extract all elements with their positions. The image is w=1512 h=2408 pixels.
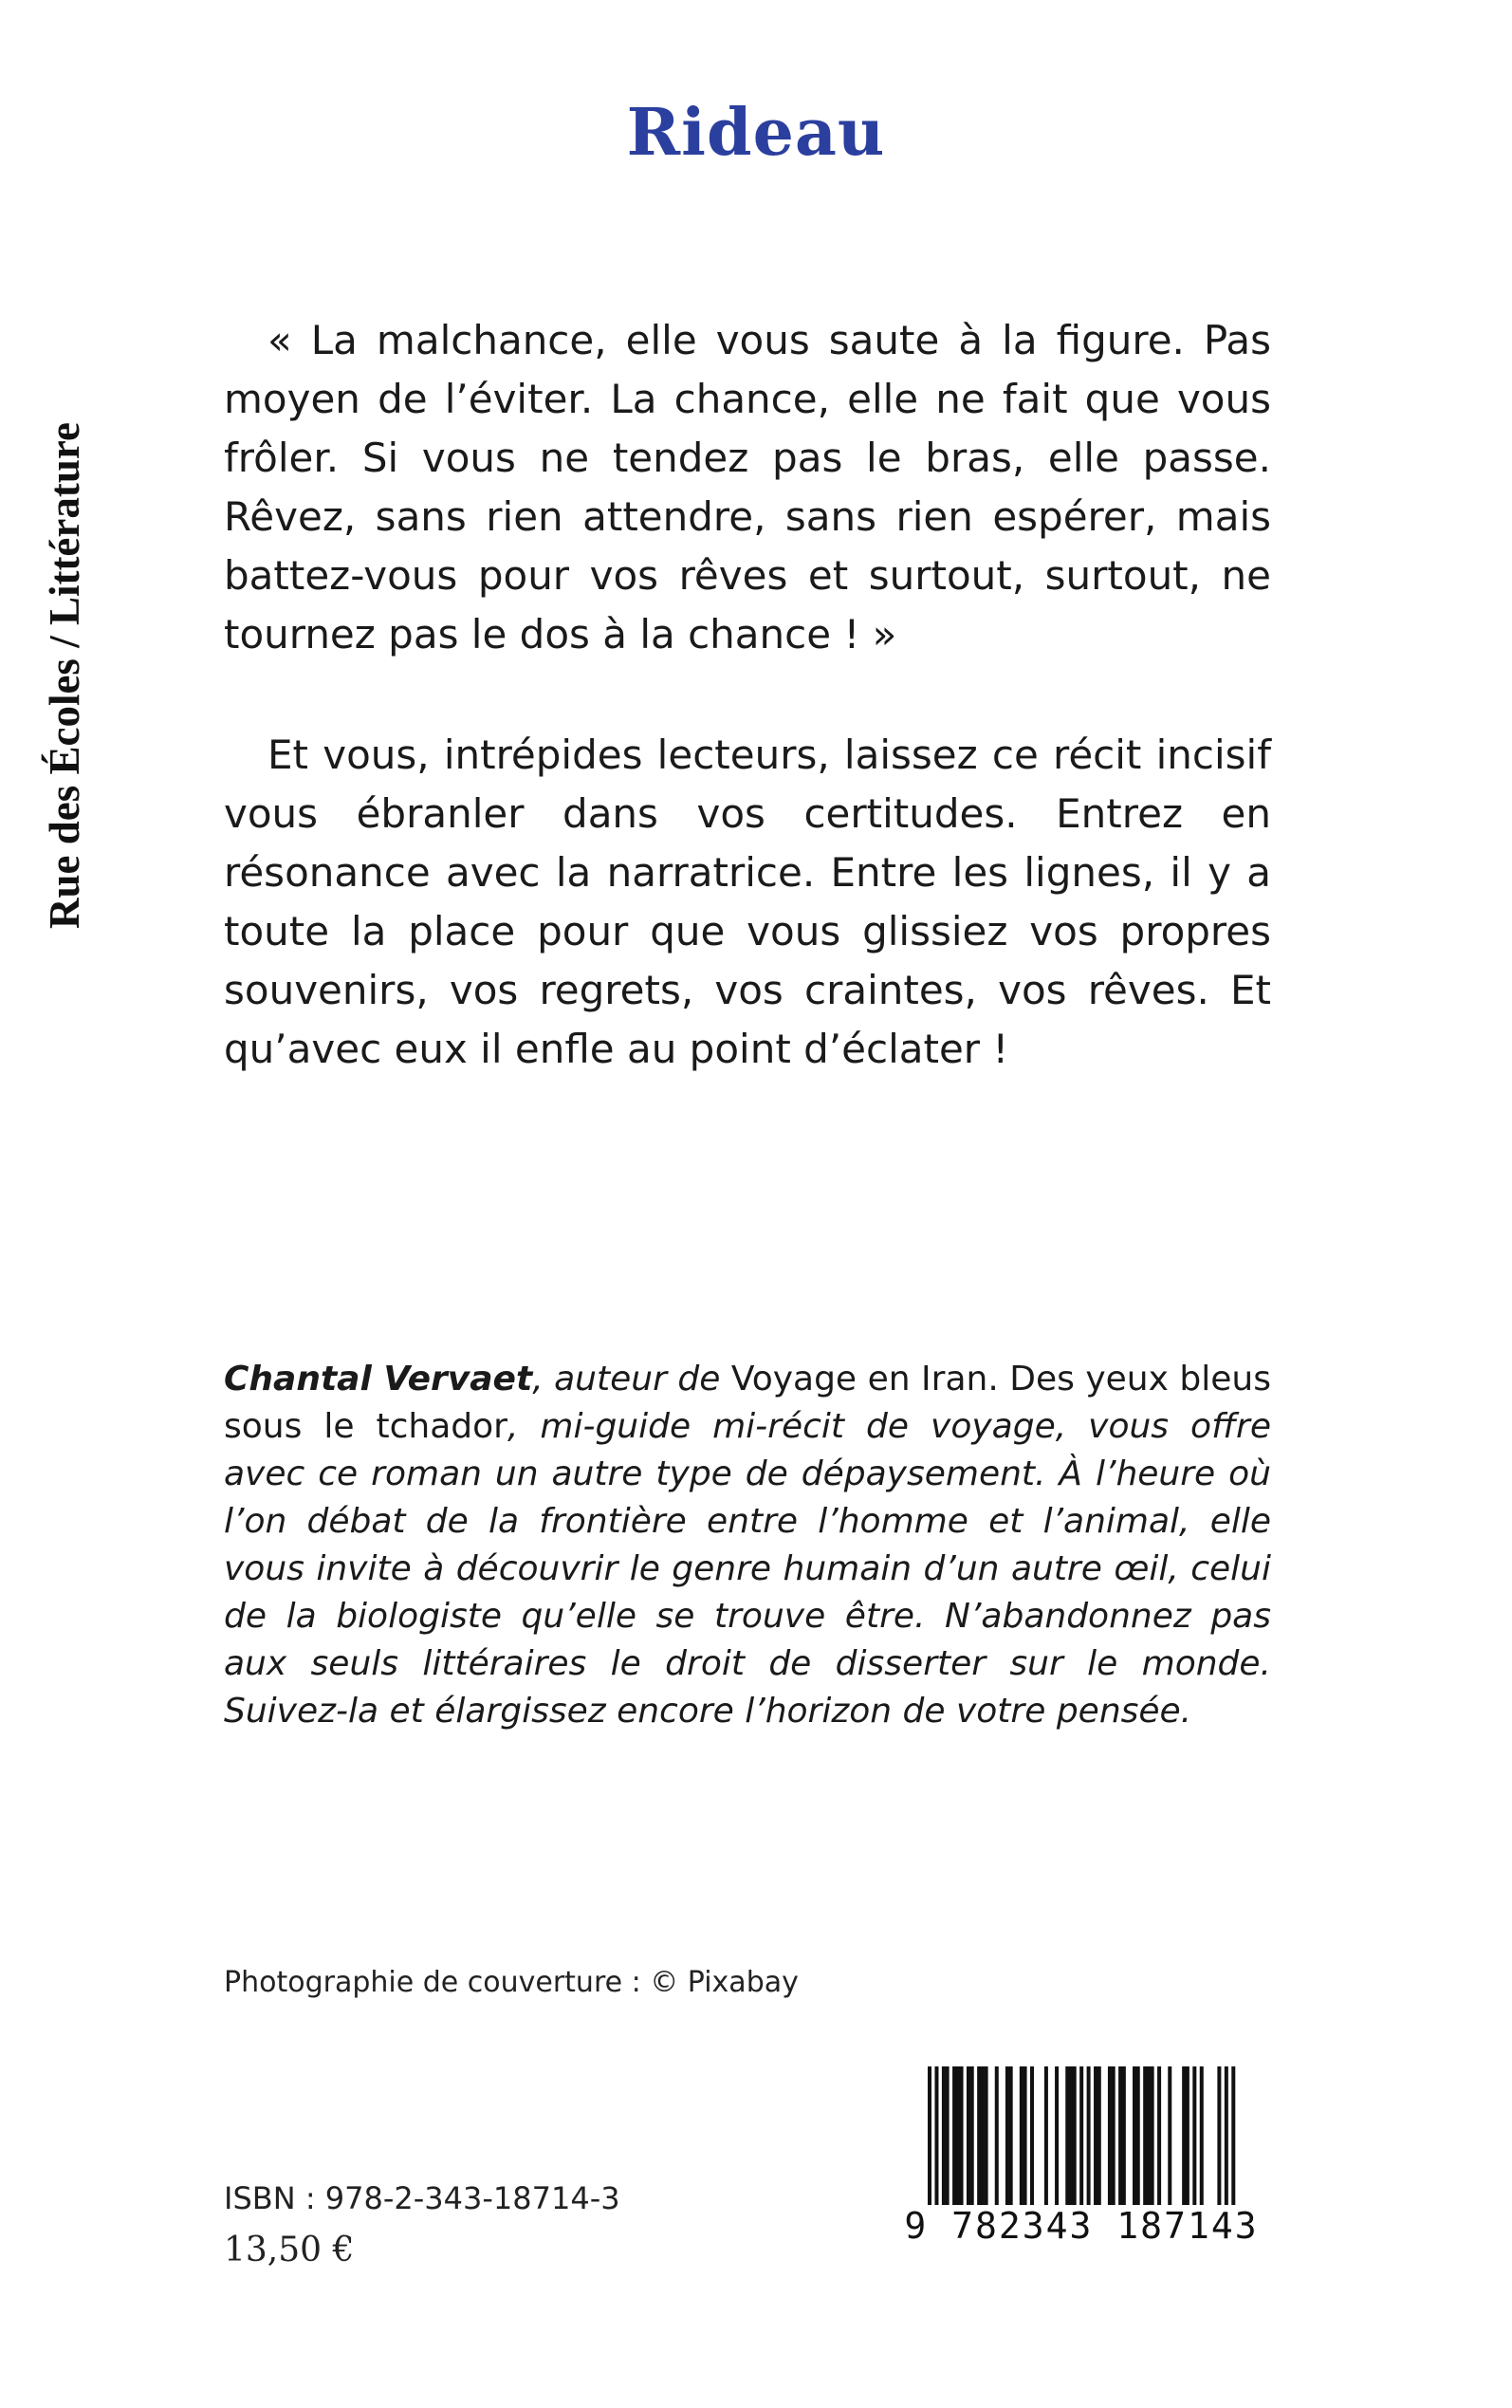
barcode-bar xyxy=(1005,2066,1009,2209)
author-bio-part2: , mi-guide mi-récit de voyage, vous offre avec ce roman un autre type de dépaysement. À l’heure où l’on débat de la frontière entre l’homme et l’animal, elle vous invite à découvrir le genre humain d’un autre œil, celui de la biologiste qu’elle se trouve être. N’abandonnez pas aux seuls littéraires le droit de disserter sur le monde. Suivez-la et élargissez encore l’horizon de votre pensée. xyxy=(224,1407,1271,1731)
barcode-bars xyxy=(901,2066,1262,2209)
barcode-bar xyxy=(1112,2066,1116,2209)
barcode-bar xyxy=(1231,2066,1235,2209)
author-name: Chantal Vervaet xyxy=(224,1360,533,1398)
quote-paragraph: « La malchance, elle vous saute à la figure. Pas moyen de l’éviter. La chance, elle ne fait que vous frôler. Si vous ne tendez pas le bras, elle passe. Rêvez, sans rien attendre, sans rien espérer, mais battez-vous pour vos rêves et surtout, surtout, ne tournez pas le dos à la chance ! » xyxy=(224,317,1271,658)
barcode-bar xyxy=(1143,2066,1147,2209)
barcode-bar xyxy=(956,2066,960,2209)
barcode-bar xyxy=(1044,2066,1048,2209)
barcode-bar xyxy=(946,2066,950,2209)
barcode-bar xyxy=(928,2066,931,2209)
barcode-bar xyxy=(1133,2066,1136,2209)
barcode-bar xyxy=(1168,2066,1171,2209)
barcode-bar xyxy=(1065,2066,1069,2209)
barcode-bar xyxy=(977,2066,981,2209)
barcode-bar xyxy=(1055,2066,1059,2209)
barcode-bar xyxy=(1079,2066,1083,2209)
book-title: Rideau xyxy=(626,95,886,171)
barcode-bar xyxy=(1094,2066,1097,2209)
barcode-bar xyxy=(1023,2066,1027,2209)
barcode-bar xyxy=(942,2066,946,2209)
barcode-bar xyxy=(1182,2066,1186,2209)
barcode-bar xyxy=(952,2066,956,2209)
barcode-bar xyxy=(1069,2066,1073,2209)
barcode-bar xyxy=(970,2066,974,2209)
barcode-bar xyxy=(1087,2066,1091,2209)
barcode-bar xyxy=(1157,2066,1161,2209)
barcode-bar xyxy=(1192,2066,1196,2209)
barcode-bar xyxy=(1108,2066,1112,2209)
isbn-number: ISBN : 978-2-343-18714-3 xyxy=(224,2180,620,2216)
barcode-digits: 9 782343 187143 xyxy=(901,2205,1262,2247)
author-bio xyxy=(224,1356,1271,1735)
barcode-bar xyxy=(1200,2066,1204,2209)
barcode-bar xyxy=(1136,2066,1140,2209)
barcode-bar xyxy=(1097,2066,1101,2209)
barcode-bar xyxy=(985,2066,988,2209)
barcode-bar xyxy=(995,2066,999,2209)
barcode-bar xyxy=(1122,2066,1126,2209)
barcode-bar xyxy=(1020,2066,1023,2209)
pitch-paragraph: Et vous, intrépides lecteurs, laissez ce récit incisif vous ébranler dans vos certitudes. Entrez en résonance avec la narratrice. Entre les lignes, il y a toute la place pour que vous glissiez vos propres souvenirs, vos regrets, vos craintes, vos rêves. Et qu’avec eux il enfle au point d’éclater ! xyxy=(224,732,1271,1072)
barcode-bar xyxy=(934,2066,938,2209)
price: 13,50 € xyxy=(224,2231,355,2269)
barcode-bar xyxy=(1009,2066,1013,2209)
barcode-bar xyxy=(967,2066,970,2209)
barcode-bar xyxy=(1073,2066,1077,2209)
barcode-bar xyxy=(1118,2066,1122,2209)
barcode-bar xyxy=(1030,2066,1034,2209)
barcode-bar xyxy=(981,2066,985,2209)
author-previous-book: Voyage en Iran. Des yeux bleus sous le tchador xyxy=(224,1360,1271,1446)
photo-credit: Photographie de couverture : © Pixabay xyxy=(224,1966,799,1999)
author-bio-part1: , auteur de xyxy=(532,1360,731,1398)
barcode-bar xyxy=(1147,2066,1151,2209)
barcode-bar xyxy=(960,2066,964,2209)
barcode-bar xyxy=(1225,2066,1228,2209)
barcode-bar xyxy=(1186,2066,1189,2209)
series-name: Rue des Écoles / Littérature xyxy=(41,421,88,930)
barcode-bar xyxy=(1217,2066,1221,2209)
barcode-bar xyxy=(1151,2066,1154,2209)
